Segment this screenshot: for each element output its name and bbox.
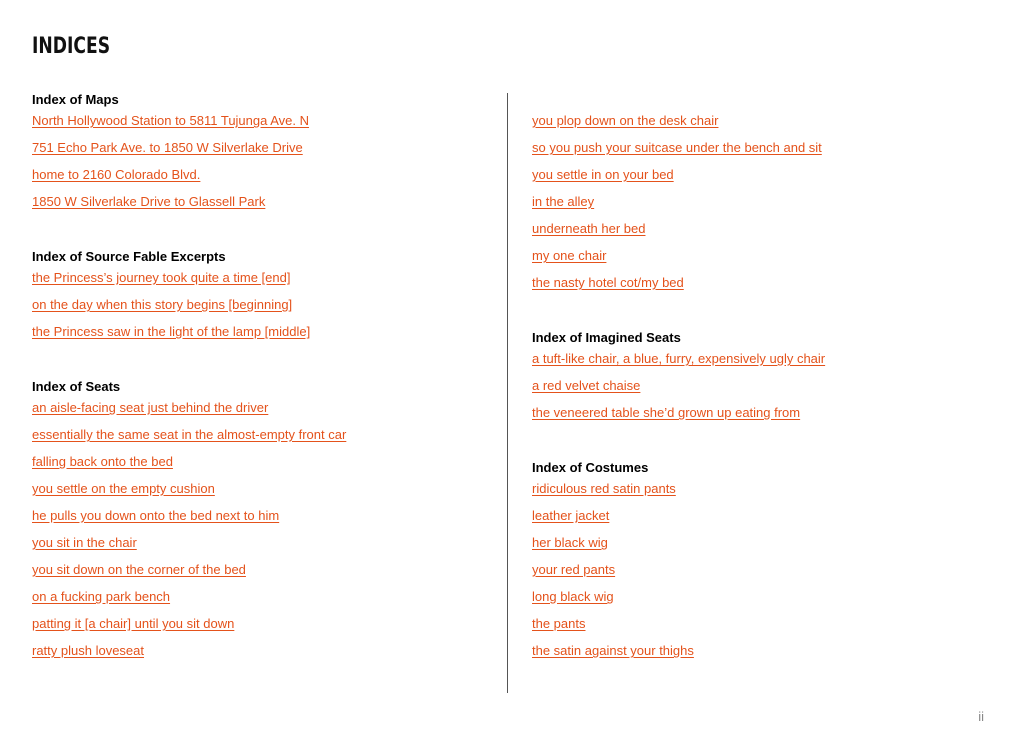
index-link[interactable]: 751 Echo Park Ave. to 1850 W Silverlake Drive — [32, 140, 303, 155]
index-link[interactable]: your red pants — [532, 562, 616, 577]
index-link[interactable]: the Princess saw in the light of the lamp [middle] — [32, 324, 311, 339]
section-heading: Index of Maps — [32, 92, 119, 107]
index-link[interactable]: her black wig — [532, 535, 608, 550]
index-link[interactable]: he pulls you down onto the bed next to him — [32, 508, 280, 523]
section-source-fable — [32, 249, 482, 351]
section-gap — [532, 302, 982, 330]
column-divider — [507, 93, 508, 693]
index-link[interactable]: a tuft-like chair, a blue, furry, expensively ugly chair — [532, 351, 826, 366]
section-costumes — [532, 460, 982, 670]
section-heading: Index of Source Fable Excerpts — [32, 249, 226, 264]
section-heading: Index of Seats — [32, 379, 121, 394]
index-link[interactable]: the pants — [532, 616, 586, 631]
index-link[interactable]: the satin against your thighs — [532, 643, 694, 658]
index-link[interactable]: home to 2160 Colorado Blvd. — [32, 167, 201, 182]
section-gap — [32, 221, 482, 249]
index-link[interactable]: essentially the same seat in the almost-empty front car — [32, 427, 347, 442]
page-number: ii — [978, 709, 984, 724]
section-maps — [32, 92, 482, 221]
index-link[interactable]: the nasty hotel cot/my bed — [532, 275, 684, 290]
right-column — [532, 92, 982, 670]
page-title: INDICES — [32, 34, 111, 59]
index-link[interactable]: North Hollywood Station to 5811 Tujunga Ave. N — [32, 113, 310, 128]
index-link[interactable]: falling back onto the bed — [32, 454, 173, 469]
index-link[interactable]: patting it [a chair] until you sit down — [32, 616, 235, 631]
section-heading: Index of Imagined Seats — [532, 330, 681, 345]
index-link[interactable]: ridiculous red satin pants — [532, 481, 676, 496]
section-seats — [32, 379, 482, 670]
section-heading-spacer — [532, 92, 982, 108]
section-seats-continued — [532, 92, 982, 302]
index-link[interactable]: you settle in on your bed — [532, 167, 674, 182]
index-link[interactable]: on a fucking park bench — [32, 589, 171, 604]
index-link[interactable]: an aisle-facing seat just behind the driver — [32, 400, 269, 415]
index-link[interactable]: you settle on the empty cushion — [32, 481, 215, 496]
section-gap — [32, 351, 482, 379]
index-link[interactable]: so you push your suitcase under the bench and sit — [532, 140, 822, 155]
index-link[interactable]: you plop down on the desk chair — [532, 113, 719, 128]
index-link[interactable]: you sit in the chair — [32, 535, 137, 550]
index-link[interactable]: on the day when this story begins [beginning] — [32, 297, 293, 312]
index-link[interactable]: you sit down on the corner of the bed — [32, 562, 246, 577]
section-heading: Index of Costumes — [532, 460, 649, 475]
index-link[interactable]: a red velvet chaise — [532, 378, 641, 393]
index-link[interactable]: long black wig — [532, 589, 614, 604]
section-gap — [532, 432, 982, 460]
index-link[interactable]: 1850 W Silverlake Drive to Glassell Park — [32, 194, 266, 209]
index-link[interactable]: the Princess’s journey took quite a time [end] — [32, 270, 291, 285]
index-link[interactable]: in the alley — [532, 194, 595, 209]
index-link[interactable]: my one chair — [532, 248, 607, 263]
index-link[interactable]: the veneered table she’d grown up eating from — [532, 405, 801, 420]
index-link[interactable]: underneath her bed — [532, 221, 646, 236]
index-link[interactable]: ratty plush loveseat — [32, 643, 145, 658]
section-imagined-seats — [532, 330, 982, 432]
index-link[interactable]: leather jacket — [532, 508, 610, 523]
left-column — [32, 92, 482, 670]
